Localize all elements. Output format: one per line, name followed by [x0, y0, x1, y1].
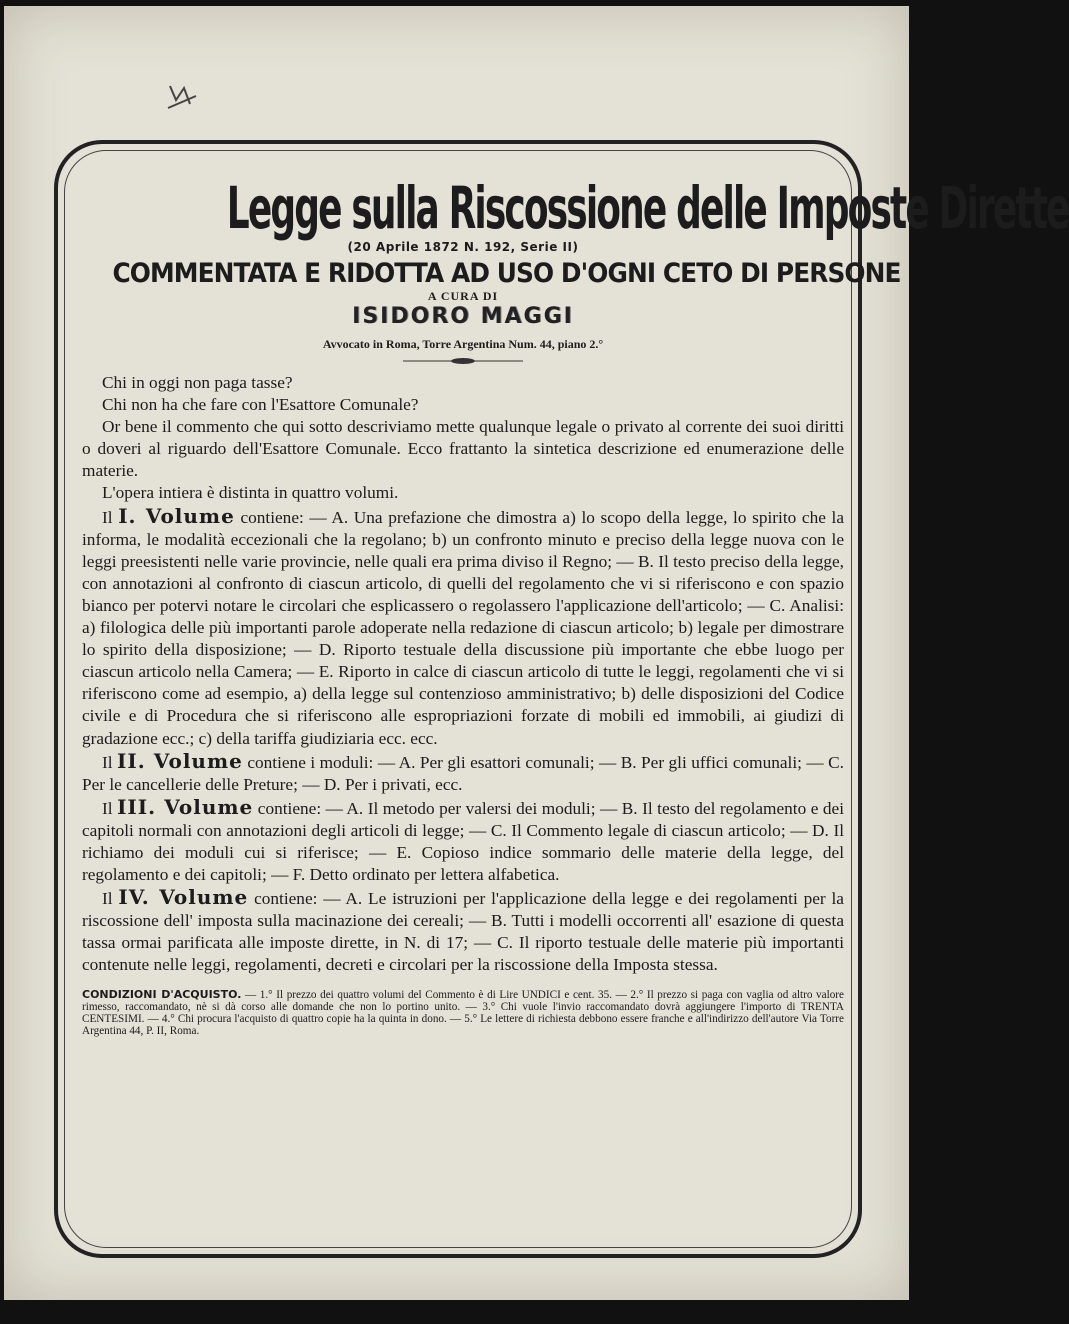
volume-2-lead: Il — [102, 752, 113, 772]
purchase-conditions — [82, 989, 844, 1037]
document-title: Legge sulla Riscossione delle Imposte Dirette — [226, 174, 1069, 242]
volume-3-paragraph — [82, 796, 844, 886]
conditions-text: — 1.° Il prezzo dei quattro volumi del Commento è di Lire UNDICI e cent. 35. — 2.° Il prezzo si paga con vaglia od altro valore rimesso, raccomandato, nè si dà corso alle domande che non lo portino unito. — 3.° Chi vuole l'invio raccomandato dovrà aggiungere l'importo di TRENTA CENTESIMI. — 4.° Chi procura l'acquisto di quattro copie ha la quinta in dono. — 5.° Le lettere di richiesta debbono essere franche e all'indirizzo dell'autore Via Torre Argentina 44, P. II, Roma. — [82, 988, 845, 1037]
volume-1-heading: I. Volume — [118, 503, 235, 528]
notice-body — [82, 372, 844, 977]
volume-1-text: contiene: — A. Una prefazione che dimostra a) lo scopo della legge, lo spirito che la informa, le modalità eccezionali che la regolano; b) un confronto minuto e preciso della legge nuova con le leggi preesistenti nelle varie provincie, nelle quali era prima diviso il Regno; — B. Il testo preciso della legge, con annotazioni al confronto di ciascun articolo, di quelli del regolamento che vi si riferiscono e con spazio bianco per potervi notare le circolari che esplicassero o regolassero l'applicazione dell'articolo; — C. Analisi: a) filologica delle più importanti parole adoperate nella redazione di ciascun articolo; b) legale per dimostrare lo spirito della disposizione; — D. Riporto testuale della discussione più importante che ebbe luogo per ciascun articolo nella Camera; — E. Riporto in calce di ciascun articolo di tutte le leggi, regolamenti che vi si riferiscono come ad esempio, a) della legge sul contenzioso amministrativo; b) delle disposizioni del Codice civile e di Procedura che si riferiscono alle espropriazioni forzate di mobili ed immobili, ai giudizi di gradazione ecc.; c) della tariffa giudiziaria ecc. ecc. — [82, 507, 844, 748]
volume-4-heading: IV. Volume — [118, 885, 249, 910]
question-2: Chi non ha che fare con l'Esattore Comunale? — [102, 395, 419, 415]
volume-3-heading: III. Volume — [117, 794, 254, 819]
volume-3-lead: Il — [102, 798, 113, 818]
volume-4-lead: Il — [102, 889, 113, 909]
document-subtitle: COMMENTATA E RIDOTTA AD USO D'OGNI CETO DI PERSONE — [112, 258, 901, 289]
handwritten-mark — [164, 82, 204, 122]
opera-paragraph: L'opera intiera è distinta in quattro volumi. — [102, 483, 399, 503]
volume-2-heading: II. Volume — [117, 748, 243, 773]
conditions-label: CONDIZIONI D'ACQUISTO. — [82, 987, 242, 1001]
volume-3-text: contiene: — A. Il metodo per valersi dei moduli; — B. Il testo del regolamento e dei capitoli normali con annotazioni degli articoli di legge; — C. Il Commento legale di ciascun articolo; — D. Il richiamo dei moduli cui si riferisce; — E. Copioso indice sommario delle materie della legge, del regolamento e dei capitoli; — F. Detto ordinato per lettera alfabetica. — [82, 798, 845, 885]
volume-1-lead: Il — [102, 507, 113, 527]
volume-2-paragraph — [82, 750, 844, 796]
document-sheet — [4, 6, 1069, 1300]
author-address: Avvocato in Roma, Torre Argentina Num. 44, piano 2.° — [322, 337, 604, 351]
edited-by-label: A CURA DI — [427, 289, 499, 303]
law-reference: (20 Aprile 1872 N. 192, Serie II) — [347, 240, 579, 254]
intro-paragraph: Or bene il commento che qui sotto descriviamo mette qualunque legale o privato al corrente dei suoi diritti o doveri al riguardo dell'Esattore Comunale. Ecco frattanto la sintetica descrizione ed enumerazione delle materie. — [82, 417, 844, 481]
divider-ornament — [403, 356, 523, 366]
volume-1-paragraph — [82, 505, 844, 750]
question-1: Chi in oggi non paga tasse? — [102, 373, 293, 392]
author-name: ISIDORO MAGGI — [352, 304, 574, 329]
notice-content — [82, 166, 1069, 1037]
volume-4-paragraph — [82, 886, 844, 976]
volume-2-text: contiene i moduli: — A. Per gli esattori comunali; — B. Per gli uffici comunali; — C. Per le cancellerie delle Preture; — D. Per i privati, ecc. — [82, 752, 844, 794]
volume-4-text: contiene: — A. Le istruzioni per l'applicazione della legge e dei regolamenti per la riscossione dell' imposta sulla macinazione dei cereali; — B. Tutti i modelli occorrenti all' esazione di questa tassa ormai parificata alle imposte dirette, in N. di 17; — C. Il riporto testuale delle materie più importanti contenute nelle leggi, regolamenti, decreti e circolari per la riscossione della Imposta stessa. — [82, 889, 844, 975]
